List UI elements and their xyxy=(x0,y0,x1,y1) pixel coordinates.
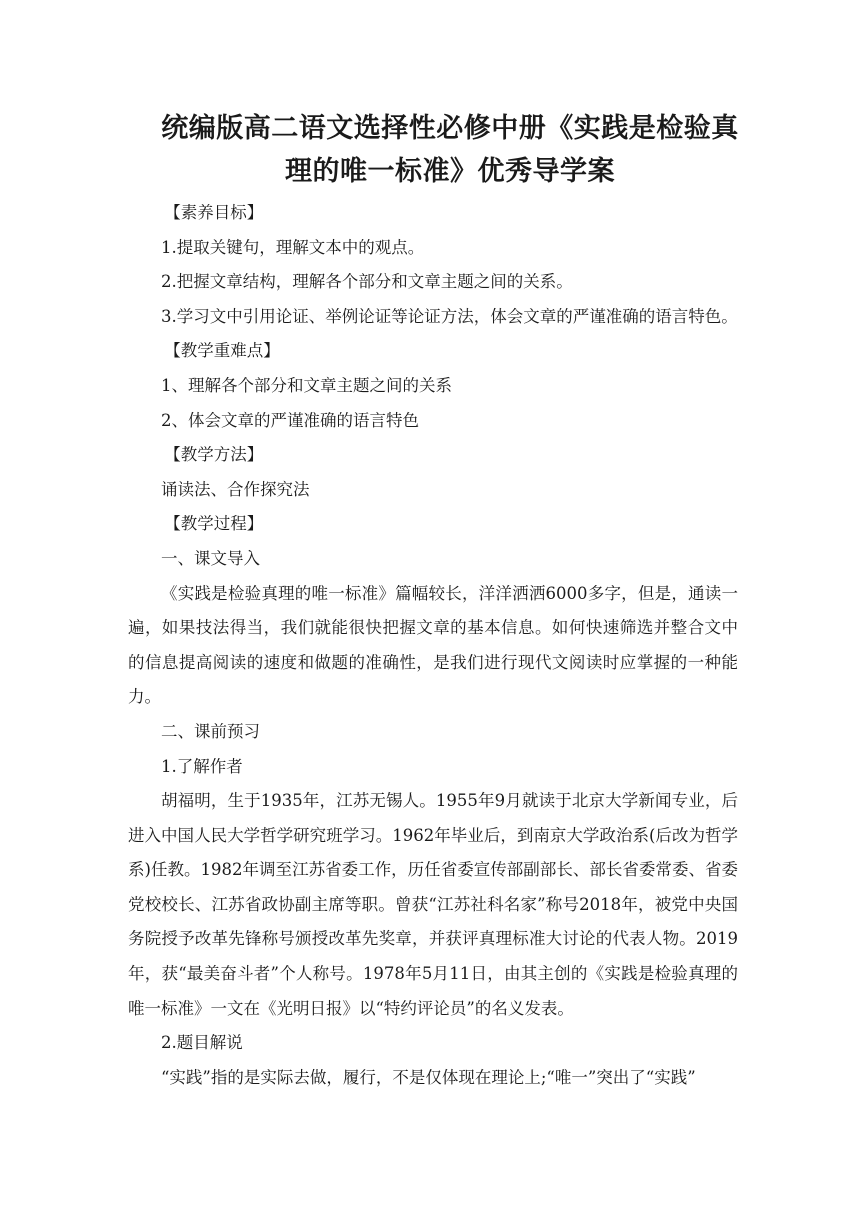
key-point-item: 2、体会文章的严谨准确的语言特色 xyxy=(161,410,419,430)
document-body xyxy=(128,196,738,1095)
goal-item: 3.学习文中引用论证、举例论证等论证方法，体会文章的严谨准确的语言特色。 xyxy=(161,306,738,326)
document-title-line-1: 统编版高二语文选择性必修中册《实践是检验真 xyxy=(161,113,739,144)
author-paragraph: 胡福明，生于1935年，江苏无锡人。1955年9月就读于北京大学新闻专业，后进入中国人民大学哲学研究班学习。1962年毕业后，到南京大学政治系(后改为哲学系)任教。1982年调至江苏省委工作，历任省委宣传部副部长、部长省委常委、省委党校校长、江苏省政协副主席等职。曾获“江苏社科名家”称号2018年，被党中央国务院授予改革先锋称号颁授改革先奖章，并获评真理标准大讨论的代表人物。2019年，获“最美奋斗者”个人称号。1978年5月11日，由其主创的《实践是检验真理的唯一标准》一文在《光明日报》以“特约评论员”的名义发表。 xyxy=(128,791,738,1018)
intro-heading: 一、课文导入 xyxy=(161,548,260,568)
author-heading: 1.了解作者 xyxy=(161,756,243,776)
title-explain-heading: 2.题目解说 xyxy=(161,1033,243,1053)
document-title-line-2: 理的唯一标准》优秀导学案 xyxy=(285,156,615,187)
methods-heading: 【教学方法】 xyxy=(164,445,264,465)
intro-paragraph: 《实践是检验真理的唯一标准》篇幅较长，洋洋洒洒6000多字，但是，通读一遍，如果技法得当，我们就能很快把握文章的基本信息。如何快速筛选并整合文中的信息提高阅读的速度和做题的准确性，是我们进行现代文阅读时应掌握的一种能力。 xyxy=(128,583,738,707)
key-points-heading: 【教学重难点】 xyxy=(164,341,280,361)
process-heading: 【教学过程】 xyxy=(164,514,264,534)
preview-heading: 二、课前预习 xyxy=(161,721,260,741)
title-explain-paragraph: “实践”指的是实际去做，履行，不是仅体现在理论上;“唯一”突出了“实践” xyxy=(161,1067,696,1087)
goals-heading: 【素养目标】 xyxy=(164,203,264,222)
methods-text: 诵读法、合作探究法 xyxy=(161,479,310,499)
goal-item: 2.把握文章结构，理解各个部分和文章主题之间的关系。 xyxy=(161,272,573,292)
goal-item: 1.提取关键句，理解文本中的观点。 xyxy=(161,237,425,257)
key-point-item: 1、理解各个部分和文章主题之间的关系 xyxy=(161,375,452,395)
